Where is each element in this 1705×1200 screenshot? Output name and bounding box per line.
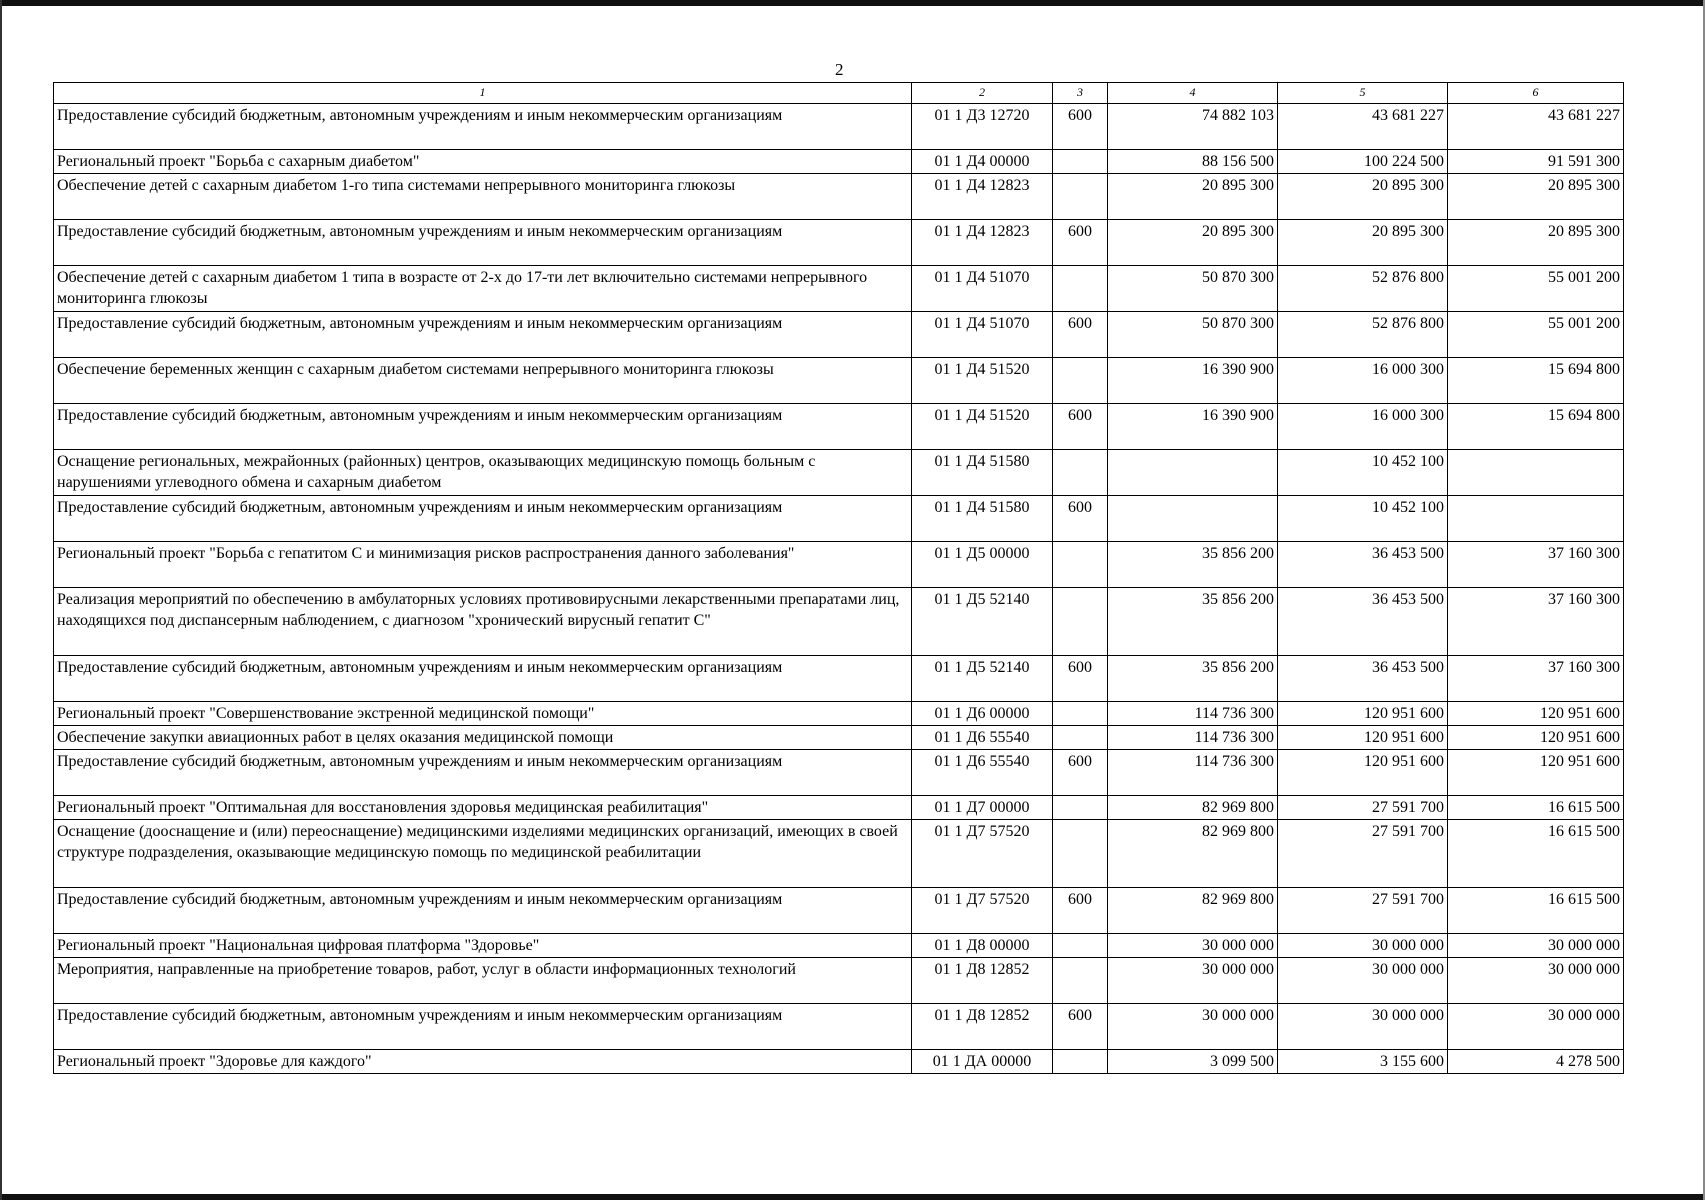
row-value-cell: 35 856 200 — [1108, 588, 1278, 656]
row-value-cell: 120 951 600 — [1278, 702, 1448, 726]
row-value-cell: 74 882 103 — [1108, 104, 1278, 150]
row-value-cell: 30 000 000 — [1448, 958, 1624, 1004]
row-value-cell: 27 591 700 — [1278, 888, 1448, 934]
row-value-cell: 114 736 300 — [1108, 726, 1278, 750]
row-type-cell — [1053, 588, 1108, 656]
row-value-cell: 30 000 000 — [1108, 1004, 1278, 1050]
row-value-cell: 10 452 100 — [1278, 496, 1448, 542]
row-value-cell — [1448, 450, 1624, 496]
row-type-cell — [1053, 266, 1108, 312]
row-type-cell: 600 — [1053, 656, 1108, 702]
table-row — [54, 656, 1624, 702]
row-value-cell: 30 000 000 — [1278, 934, 1448, 958]
row-code-cell: 01 1 Д5 52140 — [912, 588, 1053, 656]
row-value-cell: 30 000 000 — [1278, 958, 1448, 1004]
row-value-cell: 52 876 800 — [1278, 312, 1448, 358]
table-row — [54, 1004, 1624, 1050]
row-code-cell: 01 1 Д4 51070 — [912, 266, 1053, 312]
row-value-cell: 35 856 200 — [1108, 542, 1278, 588]
row-value-cell: 30 000 000 — [1448, 1004, 1624, 1050]
table-row — [54, 820, 1624, 888]
row-value-cell: 37 160 300 — [1448, 588, 1624, 656]
row-value-cell: 20 895 300 — [1108, 220, 1278, 266]
row-value-cell — [1108, 450, 1278, 496]
row-value-cell: 37 160 300 — [1448, 656, 1624, 702]
row-name-cell: Предоставление субсидий бюджетным, автономным учреждениям и иным некоммерческим организациям — [54, 404, 912, 450]
row-code-cell: 01 1 Д8 12852 — [912, 1004, 1053, 1050]
row-value-cell: 15 694 800 — [1448, 358, 1624, 404]
column-number: 3 — [1053, 83, 1108, 104]
column-number: 4 — [1108, 83, 1278, 104]
row-value-cell: 4 278 500 — [1448, 1050, 1624, 1074]
row-value-cell: 43 681 227 — [1278, 104, 1448, 150]
row-type-cell — [1053, 1050, 1108, 1074]
table-row — [54, 496, 1624, 542]
row-code-cell: 01 1 Д5 00000 — [912, 542, 1053, 588]
scan-border-bottom — [0, 1194, 1705, 1200]
row-value-cell — [1448, 496, 1624, 542]
row-value-cell: 30 000 000 — [1108, 934, 1278, 958]
row-type-cell — [1053, 820, 1108, 888]
row-name-cell: Оснащение (дооснащение и (или) переоснащение) медицинскими изделиями медицинских организаций, имеющих в своей структуре подразделения, оказывающие медицинскую помощь по медицинской реабилитации — [54, 820, 912, 888]
table-row — [54, 104, 1624, 150]
row-value-cell — [1108, 496, 1278, 542]
row-code-cell: 01 1 Д4 51580 — [912, 496, 1053, 542]
row-value-cell: 3 099 500 — [1108, 1050, 1278, 1074]
row-name-cell: Предоставление субсидий бюджетным, автономным учреждениям и иным некоммерческим организациям — [54, 656, 912, 702]
row-value-cell: 82 969 800 — [1108, 888, 1278, 934]
row-value-cell: 36 453 500 — [1278, 656, 1448, 702]
row-value-cell: 114 736 300 — [1108, 750, 1278, 796]
table-row — [54, 404, 1624, 450]
row-type-cell — [1053, 702, 1108, 726]
row-value-cell: 16 615 500 — [1448, 888, 1624, 934]
row-value-cell: 3 155 600 — [1278, 1050, 1448, 1074]
row-value-cell: 55 001 200 — [1448, 266, 1624, 312]
table-row — [54, 796, 1624, 820]
row-code-cell: 01 1 Д4 51520 — [912, 358, 1053, 404]
row-name-cell: Реализация мероприятий по обеспечению в амбулаторных условиях противовирусными лекарственными препаратами лиц, находящихся под диспансерным наблюдением, с диагнозом "хронический вирусный гепатит С" — [54, 588, 912, 656]
row-value-cell: 15 694 800 — [1448, 404, 1624, 450]
row-name-cell: Региональный проект "Борьба с сахарным диабетом" — [54, 150, 912, 174]
row-type-cell: 600 — [1053, 312, 1108, 358]
column-number: 1 — [54, 83, 912, 104]
row-name-cell: Предоставление субсидий бюджетным, автономным учреждениям и иным некоммерческим организациям — [54, 104, 912, 150]
row-code-cell: 01 1 Д4 12823 — [912, 174, 1053, 220]
row-value-cell: 82 969 800 — [1108, 820, 1278, 888]
row-value-cell: 50 870 300 — [1108, 312, 1278, 358]
row-name-cell: Региональный проект "Здоровье для каждого" — [54, 1050, 912, 1074]
row-type-cell: 600 — [1053, 496, 1108, 542]
row-value-cell: 16 000 300 — [1278, 404, 1448, 450]
row-value-cell: 10 452 100 — [1278, 450, 1448, 496]
table-row — [54, 312, 1624, 358]
row-type-cell: 600 — [1053, 1004, 1108, 1050]
row-value-cell: 20 895 300 — [1278, 220, 1448, 266]
row-name-cell: Региональный проект "Оптимальная для восстановления здоровья медицинская реабилитация" — [54, 796, 912, 820]
row-code-cell: 01 1 Д5 52140 — [912, 656, 1053, 702]
table-row — [54, 888, 1624, 934]
row-code-cell: 01 1 Д6 00000 — [912, 702, 1053, 726]
row-type-cell — [1053, 796, 1108, 820]
row-value-cell: 100 224 500 — [1278, 150, 1448, 174]
row-value-cell: 120 951 600 — [1448, 702, 1624, 726]
table-row — [54, 934, 1624, 958]
row-code-cell: 01 1 Д8 00000 — [912, 934, 1053, 958]
row-code-cell: 01 1 Д3 12720 — [912, 104, 1053, 150]
row-value-cell: 16 390 900 — [1108, 404, 1278, 450]
row-value-cell: 36 453 500 — [1278, 542, 1448, 588]
budget-table — [53, 82, 1624, 1074]
row-value-cell: 120 951 600 — [1278, 750, 1448, 796]
row-value-cell: 82 969 800 — [1108, 796, 1278, 820]
table-row — [54, 542, 1624, 588]
column-number: 5 — [1278, 83, 1448, 104]
row-code-cell: 01 1 Д4 51520 — [912, 404, 1053, 450]
row-name-cell: Региональный проект "Национальная цифровая платформа "Здоровье" — [54, 934, 912, 958]
table-body — [54, 104, 1624, 1074]
table-row — [54, 958, 1624, 1004]
row-code-cell: 01 1 Д6 55540 — [912, 726, 1053, 750]
row-name-cell: Предоставление субсидий бюджетным, автономным учреждениям и иным некоммерческим организациям — [54, 220, 912, 266]
row-type-cell — [1053, 726, 1108, 750]
row-value-cell: 52 876 800 — [1278, 266, 1448, 312]
row-value-cell: 120 951 600 — [1448, 726, 1624, 750]
row-type-cell — [1053, 358, 1108, 404]
table-row — [54, 220, 1624, 266]
table-row — [54, 266, 1624, 312]
row-value-cell: 88 156 500 — [1108, 150, 1278, 174]
table-row — [54, 726, 1624, 750]
row-name-cell: Предоставление субсидий бюджетным, автономным учреждениям и иным некоммерческим организациям — [54, 312, 912, 358]
row-type-cell: 600 — [1053, 220, 1108, 266]
table-row — [54, 174, 1624, 220]
row-value-cell: 114 736 300 — [1108, 702, 1278, 726]
row-value-cell: 16 615 500 — [1448, 796, 1624, 820]
row-value-cell: 27 591 700 — [1278, 820, 1448, 888]
table-row — [54, 702, 1624, 726]
table-row — [54, 1050, 1624, 1074]
row-code-cell: 01 1 Д4 51070 — [912, 312, 1053, 358]
row-name-cell: Обеспечение беременных женщин с сахарным диабетом системами непрерывного мониторинга глюкозы — [54, 358, 912, 404]
row-value-cell: 30 000 000 — [1278, 1004, 1448, 1050]
row-value-cell: 30 000 000 — [1448, 934, 1624, 958]
row-name-cell: Обеспечение закупки авиационных работ в целях оказания медицинской помощи — [54, 726, 912, 750]
row-value-cell: 16 615 500 — [1448, 820, 1624, 888]
scan-border-left — [0, 0, 2, 1200]
row-type-cell: 600 — [1053, 404, 1108, 450]
row-code-cell: 01 1 Д4 51580 — [912, 450, 1053, 496]
row-value-cell: 120 951 600 — [1278, 726, 1448, 750]
row-type-cell — [1053, 958, 1108, 1004]
row-value-cell: 16 000 300 — [1278, 358, 1448, 404]
row-value-cell: 20 895 300 — [1448, 174, 1624, 220]
row-code-cell: 01 1 Д4 12823 — [912, 220, 1053, 266]
column-number: 6 — [1448, 83, 1624, 104]
row-value-cell: 27 591 700 — [1278, 796, 1448, 820]
row-name-cell: Предоставление субсидий бюджетным, автономным учреждениям и иным некоммерческим организациям — [54, 496, 912, 542]
table-row — [54, 450, 1624, 496]
row-name-cell: Региональный проект "Борьба с гепатитом С и минимизация рисков распространения данного заболевания" — [54, 542, 912, 588]
table-row — [54, 588, 1624, 656]
column-number-row — [54, 83, 1624, 104]
scan-border-top — [0, 0, 1705, 6]
row-value-cell: 120 951 600 — [1448, 750, 1624, 796]
page-number: 2 — [835, 60, 844, 79]
table-row — [54, 150, 1624, 174]
row-type-cell: 600 — [1053, 104, 1108, 150]
row-name-cell: Обеспечение детей с сахарным диабетом 1 типа в возрасте от 2-х до 17-ти лет включительно системами непрерывного мониторинга глюкозы — [54, 266, 912, 312]
row-name-cell: Мероприятия, направленные на приобретение товаров, работ, услуг в области информационных технологий — [54, 958, 912, 1004]
row-code-cell: 01 1 Д7 57520 — [912, 820, 1053, 888]
table-row — [54, 358, 1624, 404]
row-code-cell: 01 1 Д6 55540 — [912, 750, 1053, 796]
table-row — [54, 750, 1624, 796]
row-value-cell: 20 895 300 — [1448, 220, 1624, 266]
row-name-cell: Региональный проект "Совершенствование экстренной медицинской помощи" — [54, 702, 912, 726]
row-value-cell: 43 681 227 — [1448, 104, 1624, 150]
row-type-cell: 600 — [1053, 888, 1108, 934]
row-value-cell: 55 001 200 — [1448, 312, 1624, 358]
row-name-cell: Предоставление субсидий бюджетным, автономным учреждениям и иным некоммерческим организациям — [54, 1004, 912, 1050]
row-type-cell — [1053, 174, 1108, 220]
row-code-cell: 01 1 Д4 00000 — [912, 150, 1053, 174]
row-type-cell — [1053, 934, 1108, 958]
row-type-cell — [1053, 450, 1108, 496]
row-value-cell: 50 870 300 — [1108, 266, 1278, 312]
row-value-cell: 20 895 300 — [1278, 174, 1448, 220]
row-code-cell: 01 1 Д7 57520 — [912, 888, 1053, 934]
column-number: 2 — [912, 83, 1053, 104]
row-value-cell: 20 895 300 — [1108, 174, 1278, 220]
row-code-cell: 01 1 Д8 12852 — [912, 958, 1053, 1004]
row-type-cell — [1053, 542, 1108, 588]
row-value-cell: 37 160 300 — [1448, 542, 1624, 588]
row-name-cell: Предоставление субсидий бюджетным, автономным учреждениям и иным некоммерческим организациям — [54, 888, 912, 934]
row-type-cell: 600 — [1053, 750, 1108, 796]
row-value-cell: 16 390 900 — [1108, 358, 1278, 404]
row-value-cell: 91 591 300 — [1448, 150, 1624, 174]
row-name-cell: Предоставление субсидий бюджетным, автономным учреждениям и иным некоммерческим организациям — [54, 750, 912, 796]
row-value-cell: 30 000 000 — [1108, 958, 1278, 1004]
row-code-cell: 01 1 Д7 00000 — [912, 796, 1053, 820]
row-value-cell: 36 453 500 — [1278, 588, 1448, 656]
row-value-cell: 35 856 200 — [1108, 656, 1278, 702]
row-name-cell: Оснащение региональных, межрайонных (районных) центров, оказывающих медицинскую помощь больным с нарушениями углеводного обмена и сахарным диабетом — [54, 450, 912, 496]
row-type-cell — [1053, 150, 1108, 174]
row-code-cell: 01 1 ДА 00000 — [912, 1050, 1053, 1074]
row-name-cell: Обеспечение детей с сахарным диабетом 1-го типа системами непрерывного мониторинга глюкозы — [54, 174, 912, 220]
